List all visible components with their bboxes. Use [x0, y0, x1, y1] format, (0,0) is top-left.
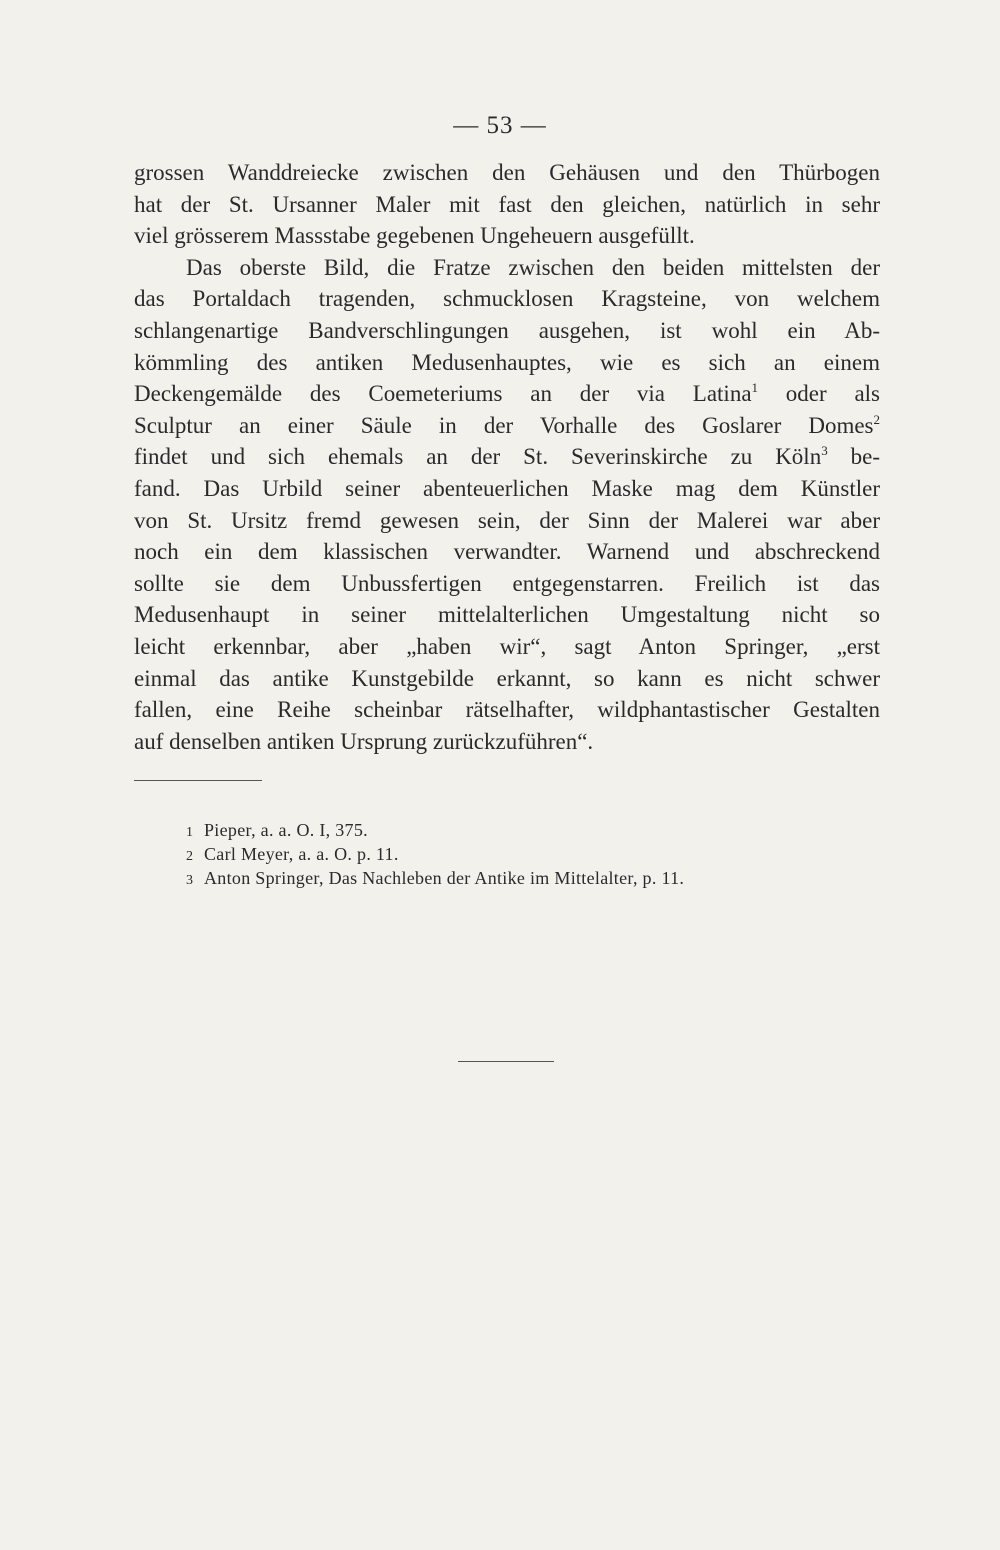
footnote-number: 1 — [186, 825, 194, 840]
line-text: Deckengemälde des Coemeteriums an der via Latina — [134, 381, 752, 407]
footnote-number: 3 — [186, 873, 194, 888]
text-line: grossen Wanddreiecke zwischen den Gehäusen und den Thürbogen — [134, 160, 880, 185]
line-text-after: oder als — [758, 381, 881, 407]
footnote-text: Carl Meyer, a. a. O. p. 11. — [204, 844, 399, 864]
text-line: fand. Das Urbild seiner abenteuerlichen Maske mag dem Künstler — [134, 475, 880, 501]
footnote — [186, 818, 886, 842]
text-line: leicht erkennbar, aber „haben wir“, sagt Anton Springer, „erst — [134, 633, 880, 659]
text-line-with-footnote-ref — [134, 410, 880, 442]
footnotes — [186, 818, 886, 890]
page-number: — 53 — — [453, 112, 547, 139]
footnote — [186, 866, 886, 890]
text-line-with-footnote-ref — [134, 441, 880, 473]
line-text-after: be- — [827, 444, 880, 470]
text-line: das Portaldach tragenden, schmucklosen Kragsteine, von welchem — [134, 286, 880, 312]
line-text: Sculptur an einer Säule in der Vorhalle des Goslarer Domes — [134, 412, 874, 438]
footnote-number: 2 — [186, 849, 194, 864]
text-line: hat der St. Ursanner Maler mit fast den gleichen, natürlich in sehr — [134, 191, 880, 217]
footnote-text: Pieper, a. a. O. I, 375. — [204, 820, 368, 840]
line-text: findet und sich ehemals an der St. Severinskirche zu Köln — [134, 444, 822, 470]
footnote-ref: 2 — [873, 411, 880, 427]
text-line: viel grösserem Massstabe gegebenen Ungeheuern ausgefüllt. — [134, 223, 695, 249]
body-text — [134, 157, 880, 757]
text-line: auf denselben antiken Ursprung zurückzuführen“. — [134, 728, 594, 754]
text-line: Medusenhaupt in seiner mittelalterlichen Umgestaltung nicht so — [134, 602, 880, 628]
footnote-text: Anton Springer, Das Nachleben der Antike im Mittelalter, p. 11. — [204, 868, 685, 888]
text-line: Das oberste Bild, die Fratze zwischen den beiden mittelsten der — [186, 254, 880, 280]
footnote-ref: 3 — [821, 443, 828, 459]
text-line: von St. Ursitz fremd gewesen sein, der Sinn der Malerei war aber — [134, 507, 880, 533]
text-line: schlangenartige Bandverschlingungen ausgehen, ist wohl ein Ab- — [134, 317, 880, 343]
text-line-with-footnote-ref — [134, 378, 880, 410]
footnote — [186, 842, 886, 866]
end-divider — [458, 1061, 554, 1062]
text-line: kömmling des antiken Medusenhauptes, wie es sich an einem — [134, 349, 880, 375]
footnote-ref: 1 — [751, 380, 759, 396]
footnote-divider — [134, 780, 262, 781]
text-line: einmal das antike Kunstgebilde erkannt, so kann es nicht schwer — [134, 665, 880, 691]
text-line: sollte sie dem Unbussfertigen entgegenstarren. Freilich ist das — [134, 570, 880, 596]
text-line: fallen, eine Reihe scheinbar rätselhafter, wildphantastischer Gestalten — [134, 697, 880, 723]
text-line: noch ein dem klassischen verwandter. Warnend und abschreckend — [134, 539, 880, 565]
